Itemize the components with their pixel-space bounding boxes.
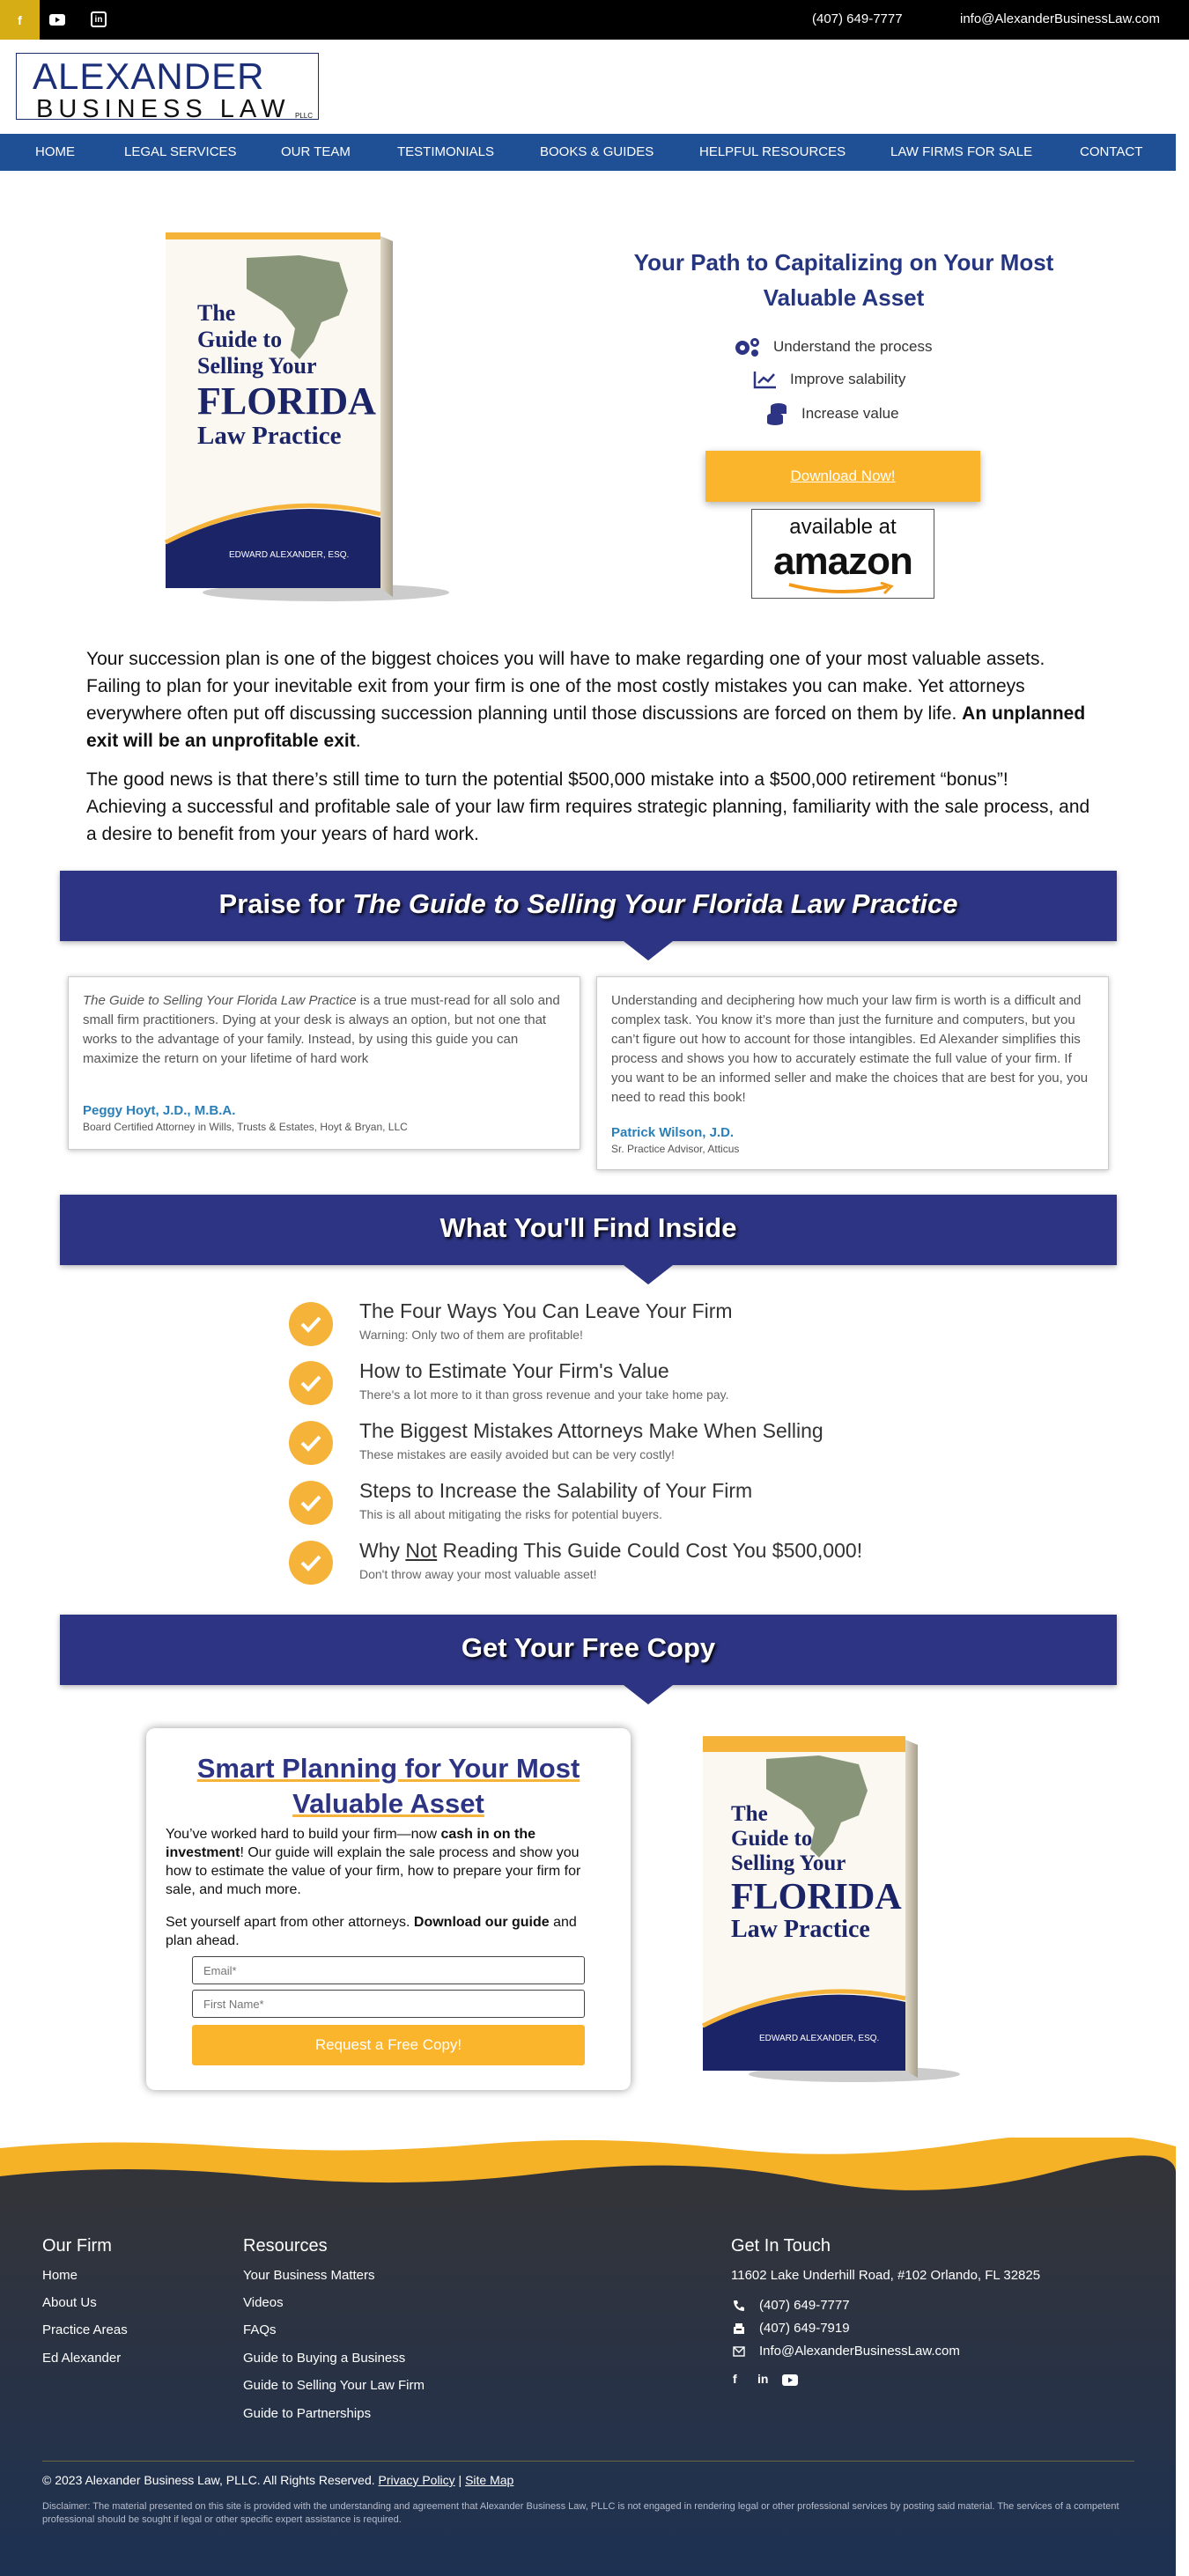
chart-line-icon — [753, 370, 778, 389]
copyright-sep: | — [454, 2473, 466, 2487]
book-l1: The — [197, 300, 236, 326]
card-p2a: Set yourself apart from other attorneys. — [166, 1915, 414, 1930]
book-cover-image-2 — [687, 1733, 969, 2085]
book2-author: EDWARD ALEXANDER, ESQ. — [759, 2034, 880, 2043]
footer-email[interactable]: Info@AlexanderBusinessLaw.com — [759, 2344, 960, 2359]
praise-heading-title: The Guide to Selling Your Florida Law Practice — [352, 888, 958, 919]
footer-phone[interactable]: (407) 649-7777 — [759, 2298, 850, 2313]
check-icon — [289, 1481, 333, 1525]
nav-contact[interactable]: CONTACT — [1080, 144, 1143, 159]
inside-item-1-sub: Warning: Only two of them are profitable! — [359, 1328, 583, 1342]
logo[interactable] — [16, 53, 319, 123]
praise-heading — [60, 888, 1117, 920]
envelope-icon — [733, 2346, 745, 2357]
feature-understand — [733, 336, 933, 357]
main-nav — [0, 134, 1176, 171]
footer-youtube-icon[interactable] — [782, 2374, 798, 2386]
footer-address: 11602 Lake Underhill Road, #102 Orlando, FL 32825 — [731, 2268, 1041, 2283]
footer-firm-heading: Our Firm — [42, 2236, 112, 2256]
quote-2-author: Patrick Wilson, J.D. — [611, 1125, 735, 1140]
inside-item-5-title — [359, 1539, 862, 1563]
footer-link-home[interactable]: Home — [42, 2268, 78, 2283]
book-l3: Selling Your — [197, 353, 317, 379]
top-bar — [0, 0, 1189, 40]
linkedin-icon[interactable]: in — [91, 11, 107, 27]
footer-link-buying-guide[interactable]: Guide to Buying a Business — [243, 2351, 406, 2366]
praise-heading-text: Praise for — [218, 888, 353, 919]
footer-resources-heading: Resources — [243, 2236, 328, 2256]
topbar-phone[interactable]: (407) 649-7777 — [812, 11, 903, 26]
amazon-smile-icon — [786, 582, 900, 596]
inside-item-5-rest: Reading This Guide Could Cost You $500,000! — [437, 1539, 863, 1562]
card-p2b: Download our guide — [413, 1915, 550, 1930]
check-icon — [289, 1302, 333, 1346]
feature-improve — [753, 370, 905, 389]
nav-law-firms-for-sale[interactable]: LAW FIRMS FOR SALE — [890, 144, 1033, 159]
amazon-logo-text: amazon — [773, 540, 912, 583]
book2-l2: Guide to — [731, 1827, 813, 1851]
footer-link-faqs[interactable]: FAQs — [243, 2322, 277, 2337]
inside-item-2-title: How to Estimate Your Firm's Value — [359, 1359, 669, 1382]
feature-label-1: Improve salability — [790, 371, 906, 387]
first-name-field[interactable] — [192, 1990, 585, 2018]
book2-l5: Law Practice — [731, 1916, 870, 1943]
inside-item-5-pre: Why — [359, 1539, 406, 1562]
nav-helpful-resources[interactable]: HELPFUL RESOURCES — [699, 144, 846, 159]
coins-icon — [764, 402, 789, 425]
footer-link-practice-areas[interactable]: Practice Areas — [42, 2322, 128, 2337]
book2-l3: Selling Your — [731, 1851, 846, 1875]
inside-item-1-title: The Four Ways You Can Leave Your Firm — [359, 1299, 733, 1322]
footer-link-ed-alexander[interactable]: Ed Alexander — [42, 2351, 122, 2366]
logo-line1: ALEXANDER — [33, 55, 265, 97]
footer-link-partnerships[interactable]: Guide to Partnerships — [243, 2406, 372, 2421]
check-icon — [289, 1421, 333, 1465]
request-form-card — [146, 1728, 631, 2090]
quote-1-body: is a true must-read for all solo and small firm practitioners. Dying at your desk is always an option, but not one that works to the advantage of your family. Instead, by using this guide you can maximize the return on your lifetime of hard work — [83, 993, 560, 1066]
request-copy-button[interactable]: Request a Free Copy! — [192, 2025, 585, 2065]
copyright-text: © 2023 Alexander Business Law, PLLC. All Rights Reserved. — [42, 2473, 379, 2487]
footer-link-selling-guide[interactable]: Guide to Selling Your Law Firm — [243, 2378, 425, 2393]
book-l4: FLORIDA — [197, 379, 376, 423]
card-p1a: You’ve worked hard to build your firm—now — [166, 1827, 441, 1842]
card-p2c: and plan ahead. — [166, 1915, 577, 1948]
facebook-icon[interactable]: f — [0, 0, 40, 40]
feature-label-2: Increase value — [801, 405, 899, 422]
gears-icon — [733, 336, 761, 357]
site-map-link[interactable]: Site Map — [465, 2473, 514, 2487]
card-p1b: cash in on the investment — [166, 1827, 536, 1860]
praise-quote-2 — [596, 976, 1109, 1170]
nav-books-guides[interactable]: BOOKS & GUIDES — [540, 144, 654, 159]
inside-heading: What You'll Find Inside — [439, 1212, 737, 1243]
footer-link-videos[interactable]: Videos — [243, 2295, 284, 2310]
book-cover-image — [150, 227, 449, 606]
inside-item-5-sub: Don't throw away your most valuable asset! — [359, 1567, 597, 1581]
book-author: EDWARD ALEXANDER, ESQ. — [229, 550, 350, 560]
inside-banner — [60, 1195, 1117, 1265]
card-title: Smart Planning for Your Most Valuable Asset — [196, 1753, 580, 1819]
footer-divider — [42, 2461, 1134, 2462]
inside-item-2-sub: There's a lot more to it than gross revenue and your take home pay. — [359, 1387, 729, 1402]
youtube-icon[interactable] — [48, 12, 66, 26]
quote-2-text: Understanding and deciphering how much your law firm is worth is a difficult and complex task. You know it’s more than just the furniture and computers, but you can’t figure out how to account for those intangibles. Ed Alexander simplifies this process and shows you how to accurately estimate the full value of your firm. If you want to be an informed seller and make the choices that are best for you, you need to read this book! — [611, 993, 1089, 1105]
footer-fax: (407) 649-7919 — [759, 2321, 850, 2336]
nav-testimonials[interactable]: TESTIMONIALS — [397, 144, 495, 159]
inside-item-5-underline: Not — [405, 1539, 438, 1562]
nav-home[interactable]: HOME — [35, 144, 75, 159]
fax-icon — [733, 2322, 745, 2335]
feature-increase — [764, 402, 899, 425]
quote-2-role: Sr. Practice Advisor, Atticus — [611, 1143, 740, 1155]
hero-title: Your Path to Capitalizing on Your Most Valuable Asset — [633, 249, 1054, 311]
amazon-badge-top: available at — [789, 515, 897, 539]
quote-1-text — [83, 991, 565, 1069]
logo-suffix: PLLC — [295, 112, 314, 120]
footer-wave — [0, 2138, 1176, 2199]
quote-1-lead: The Guide to Selling Your Florida Law Practice — [83, 993, 357, 1008]
check-icon — [289, 1361, 333, 1405]
footer-facebook-icon[interactable]: f — [733, 2372, 737, 2386]
card-p1c: ! Our guide will explain the sale process and show you how to estimate the value of your firm, how to prepare your firm for sale, and much more. — [166, 1845, 581, 1897]
intro-p1-text: Your succession plan is one of the biggest choices you will have to make regarding one of your most valuable assets. Failing to plan for your inevitable exit from your firm is one of the most costly mistakes you can make. Yet attorneys everywhere often put off discussing succession planning until those discussions are forced on them by life. — [86, 649, 1045, 724]
logo-line2: BUSINESS LAW — [36, 95, 291, 123]
inside-item-3-title: The Biggest Mistakes Attorneys Make When Selling — [359, 1419, 823, 1442]
footer-link-business-matters[interactable]: Your Business Matters — [243, 2268, 375, 2283]
inside-item-4-sub: This is all about mitigating the risks for potential buyers. — [359, 1507, 662, 1521]
quote-1-author: Peggy Hoyt, J.D., M.B.A. — [83, 1103, 236, 1118]
book2-l1: The — [731, 1802, 768, 1826]
inside-item-3-sub: These mistakes are easily avoided but can be very costly! — [359, 1447, 675, 1461]
email-field[interactable] — [192, 1956, 585, 1984]
book-l5: Law Practice — [197, 422, 342, 450]
check-icon — [289, 1541, 333, 1585]
feature-label-0: Understand the process — [773, 338, 933, 355]
footer-linkedin-icon[interactable]: in — [757, 2372, 769, 2386]
intro-paragraph-2: The good news is that there’s still time to turn the potential $500,000 mistake into a $500,000 retirement “bonus”! Achieving a successful and profitable sale of your law firm requires strategic planning, familiarity with the sale process, and a desire to benefit from your years of hard work. — [86, 769, 1090, 844]
quote-1-role: Board Certified Attorney in Wills, Trusts & Estates, Hoyt & Bryan, LLC — [83, 1121, 408, 1133]
privacy-policy-link[interactable]: Privacy Policy — [378, 2473, 455, 2487]
inside-item-4-title: Steps to Increase the Salability of Your Firm — [359, 1479, 753, 1502]
nav-legal-services[interactable]: LEGAL SERVICES — [124, 144, 237, 159]
nav-our-team[interactable]: OUR TEAM — [281, 144, 351, 159]
book2-l4: FLORIDA — [731, 1877, 902, 1917]
copy-banner — [60, 1615, 1117, 1685]
book-l2: Guide to — [197, 327, 283, 352]
phone-icon — [733, 2300, 745, 2312]
intro-paragraph-1 — [86, 645, 1090, 754]
amazon-badge[interactable] — [751, 509, 934, 599]
intro-p1-bold: An unplanned exit will be an unprofitable exit — [86, 703, 1086, 751]
card-paragraph-2 — [166, 1913, 606, 1950]
praise-banner — [60, 871, 1117, 941]
intro-p1-end: . — [355, 731, 361, 751]
copy-heading: Get Your Free Copy — [461, 1632, 716, 1663]
footer-link-about[interactable]: About Us — [42, 2295, 97, 2310]
download-now-button[interactable]: Download Now! — [705, 451, 980, 502]
footer-disclaimer: Disclaimer: The material presented on this site is provided with the understanding and agreement that Alexander Business Law, PLLC is not engaged in rendering legal or other professional services by posting said material. The services of a competent professional should be sought if legal or other specific expert assistance is required. — [42, 2501, 1119, 2525]
praise-quote-1 — [68, 976, 580, 1150]
topbar-email[interactable]: info@AlexanderBusinessLaw.com — [960, 11, 1161, 26]
footer-contact-heading: Get In Touch — [731, 2236, 831, 2256]
card-paragraph-1 — [166, 1825, 606, 1899]
footer-copyright — [42, 2473, 513, 2487]
